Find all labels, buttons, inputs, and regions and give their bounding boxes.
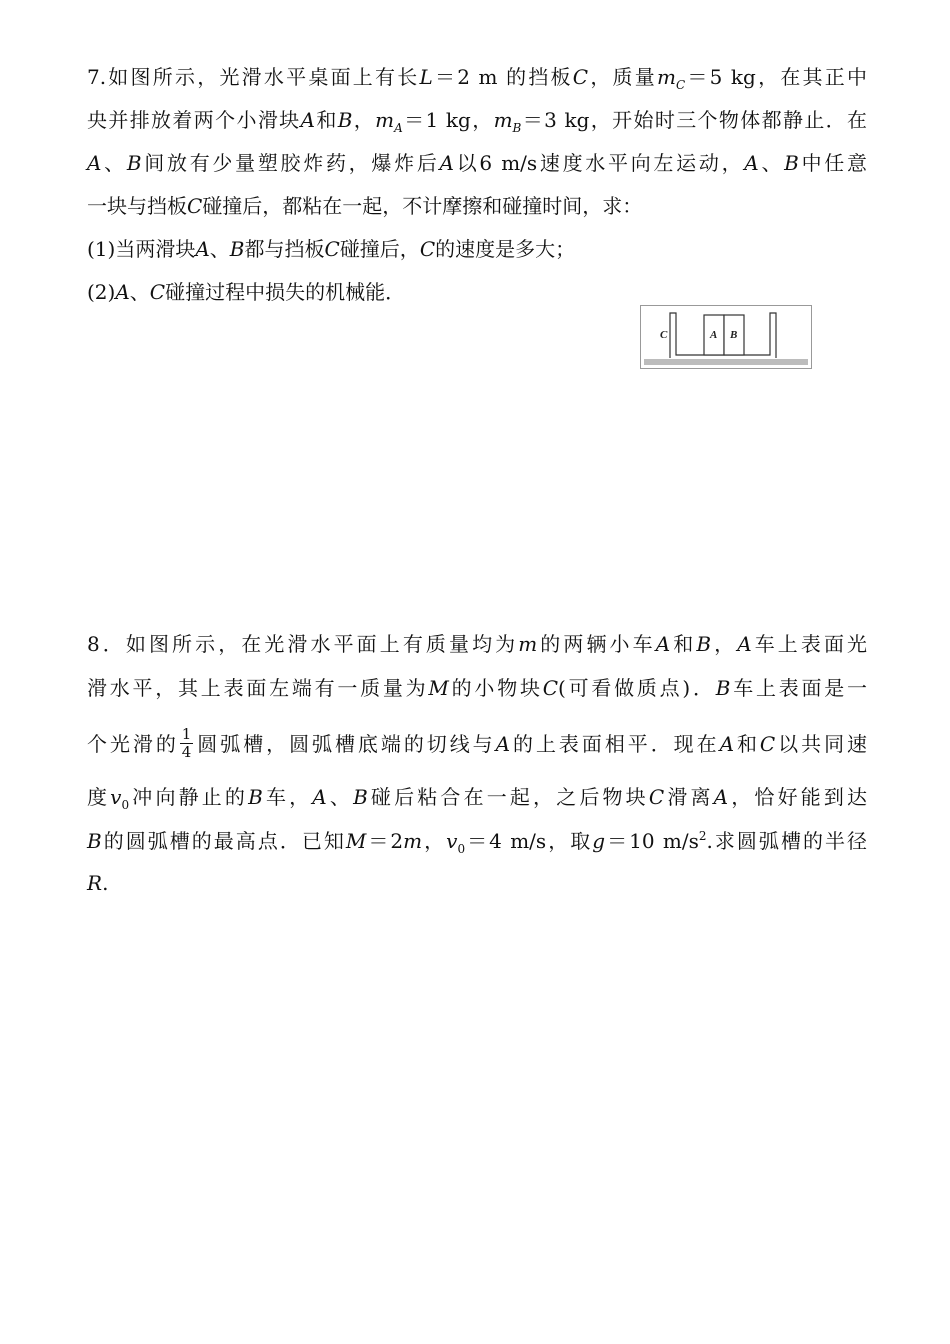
text: 的圆弧槽的最高点．已知 [101, 829, 346, 853]
text: 的上表面相平．现在 [510, 732, 720, 756]
text: ， [711, 632, 738, 656]
sub-A: A [394, 121, 403, 135]
var-B: B [229, 237, 245, 261]
text: 间放有少量塑胶炸药，爆炸后 [141, 151, 440, 175]
var-R: R [87, 871, 103, 895]
text: 、 [129, 280, 150, 304]
text: ＝2 [366, 829, 404, 853]
problem-8-line-2 [87, 673, 867, 703]
var-A: A [737, 632, 752, 656]
text: 碰撞过程中损失的机械能． [165, 280, 406, 304]
problem-7-line-1 [87, 62, 867, 92]
var-M: M [345, 829, 367, 853]
text: 滑水平，其上表面左端有一质量为 [87, 676, 429, 700]
text: 7.如图所示，光滑水平桌面上有长 [87, 65, 420, 89]
problem-7-question-2 [87, 277, 867, 307]
text: 、 [209, 237, 230, 261]
var-A: A [87, 151, 102, 175]
var-C: C [149, 280, 166, 304]
var-A: A [115, 280, 130, 304]
var-B: B [715, 676, 731, 700]
text: 的小物块 [448, 676, 543, 700]
text: 碰撞后，都粘在一起，不计摩擦和碰撞时间，求： [202, 194, 643, 218]
var-C: C [648, 785, 665, 809]
problem-7-line-3 [87, 148, 867, 178]
text: 和 [734, 732, 760, 756]
label-a: A [710, 329, 718, 341]
text: 、 [101, 151, 127, 175]
problem-8-line-4 [87, 782, 867, 812]
var-C: C [419, 237, 436, 261]
var-C: C [572, 65, 589, 89]
var-B: B [248, 785, 263, 809]
text: 车， [262, 785, 313, 809]
text: 车上表面是一 [730, 676, 868, 700]
problem-8-line-6 [87, 868, 867, 898]
var-m: m [493, 108, 513, 132]
var-B: B [696, 632, 712, 656]
text: 圆弧槽，圆弧槽底端的切线与 [194, 732, 496, 756]
var-m: m [657, 65, 676, 89]
problem-7-line-4 [87, 191, 867, 221]
fraction-quarter [180, 726, 194, 761]
text: 都与挡板 [244, 237, 325, 261]
var-B: B [337, 108, 353, 132]
text: ＝4 m/s，取 [465, 829, 593, 853]
var-A: A [439, 151, 454, 175]
label-b: B [730, 329, 738, 341]
var-A: A [195, 237, 210, 261]
text: 的速度是多大； [435, 237, 576, 261]
text: 个光滑的 [87, 732, 179, 756]
text: 以共同速 [775, 732, 868, 756]
text: 中任意 [798, 151, 867, 175]
text: 央并排放着两个小滑块 [87, 108, 301, 132]
var-B: B [87, 829, 102, 853]
var-B: B [353, 785, 368, 809]
text: ，恰好能到达 [728, 785, 868, 809]
text: 以6 m/s速度水平向左运动， [453, 151, 745, 175]
text: ＝2 m 的挡板 [432, 65, 573, 89]
sub-0: 0 [457, 842, 466, 856]
var-B: B [126, 151, 142, 175]
var-g: g [592, 829, 606, 853]
var-C: C [187, 194, 203, 218]
text: 8．如图所示，在光滑水平面上有质量均为 [87, 632, 519, 656]
text: 一块与挡板 [87, 194, 187, 218]
var-A: A [495, 732, 511, 756]
var-C: C [324, 237, 340, 261]
sub-B: B [512, 121, 522, 135]
var-A: A [312, 785, 327, 809]
problem-7-line-2 [87, 105, 867, 135]
var-A: A [300, 108, 315, 132]
var-v: v [110, 785, 122, 809]
text: 、 [758, 151, 785, 175]
var-C: C [542, 676, 559, 700]
problem-7-question-1 [87, 234, 867, 264]
var-m: m [375, 108, 395, 132]
var-A: A [713, 785, 729, 809]
text: (1)当两滑块 [87, 237, 196, 261]
text: 滑离 [664, 785, 714, 809]
text: ＝5 kg，在其正中 [685, 65, 867, 89]
var-L: L [419, 65, 433, 89]
sup-2: 2 [698, 829, 707, 843]
text: .求圆弧槽的半径 [706, 829, 867, 853]
var-A: A [655, 632, 671, 656]
table-surface [644, 359, 808, 365]
text: (2) [87, 280, 116, 304]
var-v: v [446, 829, 458, 853]
text: ＝10 m/s [605, 829, 699, 853]
text: 和 [670, 632, 697, 656]
var-C: C [759, 732, 776, 756]
text: (可看做质点)． [558, 676, 716, 700]
text: 的两辆小车 [537, 632, 656, 656]
var-m: m [518, 632, 538, 656]
var-m: m [403, 829, 423, 853]
text: ＝3 kg，开始时三个物体都静止．在 [521, 108, 868, 132]
text: 车上表面光 [751, 632, 868, 656]
problem-8-line-1 [87, 629, 867, 659]
sub-C: C [675, 78, 686, 92]
fraction-numerator: 1 [181, 725, 192, 743]
text: . [102, 871, 109, 895]
var-B: B [784, 151, 799, 175]
text: ， [352, 108, 376, 132]
fraction-denominator: 4 [181, 743, 192, 761]
problem-8-line-5 [87, 826, 867, 856]
text: ， [422, 829, 447, 853]
text: ＝1 kg， [402, 108, 494, 132]
problem-8-line-3 [87, 725, 868, 763]
text: 度 [87, 785, 111, 809]
text: 碰后粘合在一起，之后物块 [367, 785, 649, 809]
baffle-blocks-figure [640, 305, 812, 369]
text: 、 [326, 785, 354, 809]
var-M: M [428, 676, 449, 700]
var-A: A [744, 151, 759, 175]
text: 碰撞后， [339, 237, 420, 261]
text: 和 [315, 108, 338, 132]
label-c: C [660, 329, 668, 341]
sub-0: 0 [121, 798, 130, 812]
text: 冲向静止的 [129, 785, 249, 809]
text: ，质量 [588, 65, 658, 89]
var-A: A [719, 732, 735, 756]
